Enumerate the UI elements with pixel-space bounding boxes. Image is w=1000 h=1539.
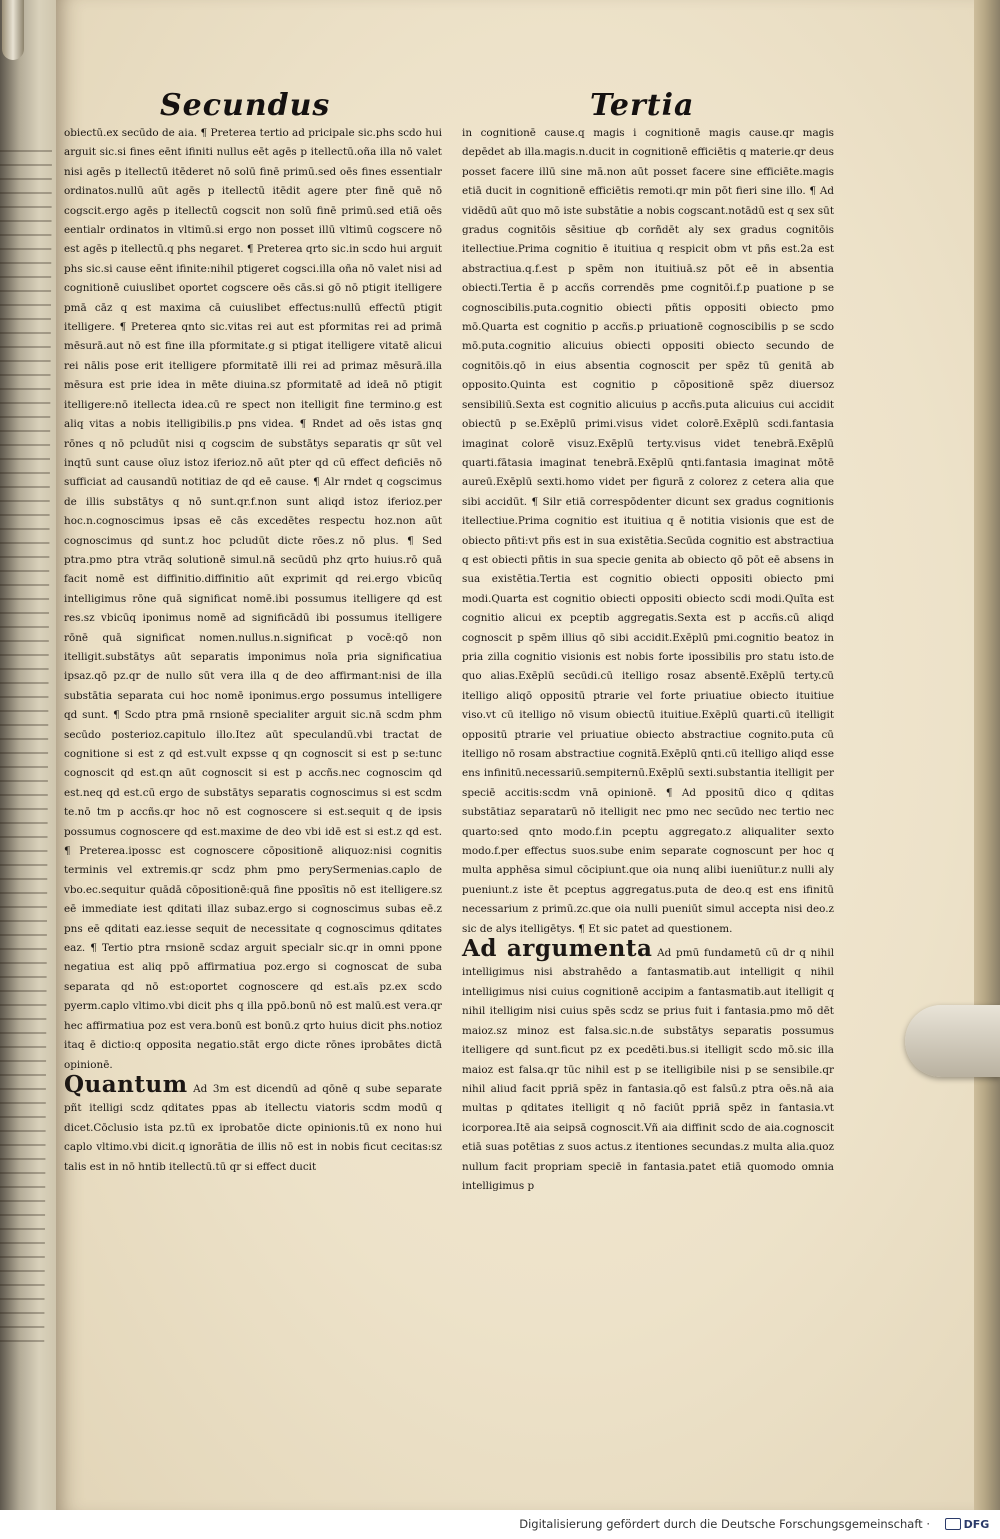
column-text: obiectū.ex secūdo de aia. ¶ Preterea tertio ad pricipale sic.phs scdo hui arguit sic.si fines eēnt ifiniti nullus eēt agēs p itellectū.oña illa nō valet nisi agēs p itellectū itēderet nō solū finē primū.sed oēs fines essentialr ordinatos.nullū aūt agēs p itellectū itēdit agere pter finē quē nō cogscit.ergo agēs p itellectū cogscit non solū finē primū.sed etiā oēs eentialr ordinatos in vltimū.si ergo non posset illū vltimū cogscere nō est agēs p itellectū.q phs negaret. ¶ Preterea qrto sic.in scdo hui arguit phs sic.si cause eēnt ifinite:nihil ptigeret cogsci.illa oña nō valet nisi ad cognitionē cuiuslibet oportet cogscere oēs cās.si gō nō ptigit itelligere pmā cāz q est maxima cā cuiuslibet effectus:nullū effectū ptigit itelligere. ¶ Preterea qnto sic.vitas rei aut est pformitas rei ad primā mēsurā.aut nō est fine illa pformitate.g si ptigat itelligere vitatē alicui rei nālis pose erit itelligere pformitatē illi rei ad primaz mēsurā.illa mēsura est prie idea in mēte diuina.sz pformitatē ad ideā nō ptigit itelligere:nō itellecta idea.cū re spect non itelligit fine termino.g est aliq vitas a nobis itelligibilis.p pns videa. ¶ Rndet ad oēs istas gnq rōnes q nō pcludūt nisi q cogscim de substātys separatis qr sūt vel inqtū sunt cause oīuz istoz iferioz.nō aūt pter qd cū effect deficiēs nō sufficiat ad causandū notitiaz de qd eē cause. ¶ Alr rndet q cogscimus de illis substātys q nō sunt.qr.f.non sunt aliqd istoz iferioz.per hoc.n.cognoscimus ipsas eē cās excedētes respectu hoz.non aūt cognoscimus qd sunt.z hoc pcludūt dicte rōes.z nō plus. ¶ Sed ptra.pmo ptra vtrāq solutionē simul.nā secūdū phz qrto huius.rō quā facit nomē est diffinitio.diffinitio aūt exprimit qd rei.ergo vbicūq intelligimus rōne quā significat nomē.ibi possumus itelligere qd est res.sz vbicūq iponimus nomē ad significādū ibi possumus itelligere rōnē quā significat nomen.nullus.n.significat p vocē:qō non itelligit.substātys aūt separatis imponimus noīa pria significatiua ipsaz.qō pz.qr de nullo sūt vera illa q de deo affirmant:nisi de illa substātia separata cui hoc nomē iponimus.ergo possumus intelligere qd sunt. ¶ Scdo ptra pmā rnsionē specialiter arguit sic.nā scdm phm secūdo posterioz.capitulo illo.Itez aūt speculandū.vbi tractat de cognitione si est z qd est.vult expsse q qn cognoscit si est p se:tunc cognoscit qd est.qn aūt cognoscit si est p accñs.nec cognoscim qd est.neq qd est.cū ergo de substātys separatis cognoscimus si est scdm te.nō tm p accñs.qr hoc nō est cognoscere si est.sequit q de ipsis possumus cognoscere qd est.maxime de deo vbi idē est si est.z qd est. ¶ Preterea.ipossc est cognoscere cōpositionē aliquoz:nisi cognitis terminis vel extremis.qr scdz phm pmo perySermenias.caplo de vbo.ec.sequitur quādā cōpositionē:quā fine pposītis nō est itelligere.sz eē immediate iest qditati illaz subaz.ergo si cognoscimus subas eē.z pns eē qditati eaz.iesse sequit de necessitate q cognoscimus qditates eaz. ¶ Tertio ptra rnsionē scdaz arguit specialr sic.qr in omni ppone negatiua est aliq ppō affirmatiua poz.ergo si cognoscat de suba separata qd nō est:oportet cognoscere qd est.aīs pz.ex scdo pyerm.caplo vltimo.vbi dicit phs q illa ppō.bonū nō est malū.est vera.qr hec affirmatiua poz est vera.bonū est bonū.z qrto huius dicit phs.notioz itaq ē dictio:q opposita negatio.stāt ergo dicte rōnes iprobātes dictā opinionē. [64, 127, 442, 1071]
page-fore-edge [974, 0, 1000, 1510]
dfg-logo [942, 1516, 992, 1532]
column-text: in cognitionē cause.q magis i cognitionē magis cause.qr magis depēdet ab illa.magis.n.ducit in cognitionē efficiētis q materie.qr deus posset facere illū sine mā.non aūt posset facere sine efficiēte.magis etiā ducit in cognitionē efficiētis remoti.qr min pōt fieri sine illo. ¶ Ad vidēdū aūt quo mō iste substātie a nobis cogscant.notādū est q sex sūt gradus cognitōis sēsitiue qb corñdēt aly sex gradus cognitōis itellectiue.Prima cognitio ē ituitiua q respicit obm vt pñs est.2a est abstractiua.q.f.est p spēm non ituitiuā.sz pōt eē in absentia obiecti.Tertia ē p accñs correndēs pme cognitōi.f.p puatione p se cognoscibilis.puta.cognitio obiecti pñtis oppositi obiecto pmo mō.Quarta est cognitio p accñs.p priuationē cognoscibilis p se scdo mō.puta.cognitio alicuius obiecti oppositi obiecto secundo de cognitōis.qō in eius absentia cognoscit per spēz tū genitā ab opposito.Quinta est cognitio p cōpositionē spēz diuersoz sensibiliū.Sexta est cognitio alicuius p accñs.puta alicuius cui accidit obiectū p se.Exēplū primi.visus videt colorē.Exēplū scdi.fantasia imaginat colorē visuz.Exēplū terty.visus videt tenebrā.Exēplū quarti.fātasia imaginat tenebrā.Exēplū qnti.fantasia imaginat mōtē aureū.Exēplū sexti.homo videt per figurā z colorez z cetera alia que sibi accidūt. ¶ Silr etiā correspōdenter dicunt sex gradus cognitionis itellectiue.Prima cognitio est ituitiua q ē notitia visionis que est de obiecto pñti:vt pñs est in sua existētia.Secūda cognitio est abstractiua q est obiecti pñtis in sua specie genita ab obiecto qō pōt eē absens in sua existētia.Tertia est cognitio obiecti oppositi obiecto pmi modi.Quarta est cognitio obiecti oppositi obiecto scdi modi.Quīta est cognitio alicui ex pceptib aggregatis.Sexta est p accñs.cū aliqd cognoscit p spēm illius qō sibi accidit.Exēplū pmi.cognitio beatoz in pria zilla cognitio visionis est nobis forte ipossibilis pro statu isto.de quo alias.Exēplū secūdi.cū itelligo rosaz absentē.Exēplū terty.cū itelligo aliqō oppositū ptrarie vel forte priuatiue obiecto ituitiue viso.vt cū itelligo nō visum obiectū ituitiue.Exēplū quarti.cū itelligit oppositū ptrarie vel priuatiue obiecto abstractiue cognito.puta cū itelligo nō rosam abstractiue cognitā.Exēplū qnti.cū itelligo aliqd esse ens infinitū.necessariū.sempiternū.Exēplū sexti.substantia itelligit per speciē accitis:scdm vnā opinionē. ¶ Ad ppositū dico q qditas substātiaz separatarū nō itelligit nec pmo nec secūdo nec tertio nec quarto:sed qnto modo.f.in pceptu aggregato.z aliqualiter sexto modo.f.per effectus suos.sube enim separate cognoscunt per hoc q multa apphēsa simul cōcipiunt.que oia nunq alibi iueniūtur.z nulli aly pueniunt.z iste ēt pceptus aggregatus.puta de deo.q est ens ifinitū necessarium z primū.zc.que oia nulli pueniūt simul accepta nisi deo.z sic de alys itelligētys. ¶ Et sic patet ad questionem. [462, 127, 834, 935]
running-header-left: Secundus [160, 88, 331, 123]
previous-page-text-bleed [0, 150, 52, 1350]
decorative-initial: Ad argumenta [462, 935, 653, 963]
argumenta-paragraph [462, 935, 835, 1196]
funding-notice: Digitalisierung gefördert durch die Deutsche Forschungsgemeinschaft · [519, 1517, 930, 1531]
footer-bar [0, 1510, 1000, 1539]
text-column-right [462, 124, 834, 1196]
page-clip [905, 1005, 1000, 1077]
bookmark-ribbon [2, 0, 24, 60]
quantum-paragraph [64, 1070, 442, 1177]
decorative-initial: Quantum [64, 1070, 188, 1098]
text-column-left [64, 124, 442, 1177]
paragraph-text: Ad 3m est dicendū ad qōnē q sube separate pñt itelligi scdz qditates ppas ab itellectu viatoris scdm modū q dicet.Cōclusio ista pz.tū ex iprobatōe dicte opinionis.tū ex nono hui caplo vltimo.vbi dicit.q ignorātia de illis nō est in nobis ficut cecitas:sz talis est in nō hntib itellectū.tū qr si effect ducit [64, 1082, 442, 1173]
dfg-logo-text: DFG [963, 1517, 990, 1531]
dfg-mark-icon [945, 1518, 961, 1530]
previous-page-edge [0, 0, 56, 1510]
running-header-right: Tertia [590, 88, 695, 123]
paragraph-text: Ad pmū fundametū cū dr q nihil intelligimus nisi abstrahēdo a fantasmatib.aut intelligit q nihil intelligimus nisi cuius cognitionē accipim a fantasmatib.aut itelligit q nihil itelligim nisi cuius spēs scdz se prius fuit i fantasia.pmo mō dēt maioz.sz minoz est falsa.sic.n.de substātys separatis possumus itelligere qd sunt.ficut pz ex pcedēti.bus.si itelligit scdo mō.sic illa maioz est falsa.qr tūc nihil est p se itelligibile nisi p se sensibile.qr nihil aliud facit ppriā spēz in fantasia.qō est falsū.z ptra oēs.nā aia multas p qditates itelligit q nō faciūt ppriā spēz in fantasia.vt icorporea.Itē aia seipsā cognoscit.Vñ aia diffinit scdo de aia.cognoscit etiā suas potētias z suos actus.z itentiones secundas.z multa alia.quoz nullum facit propriam speciē in fantasia.patet etiā quomodo omnia intelligimus p [462, 947, 835, 1192]
